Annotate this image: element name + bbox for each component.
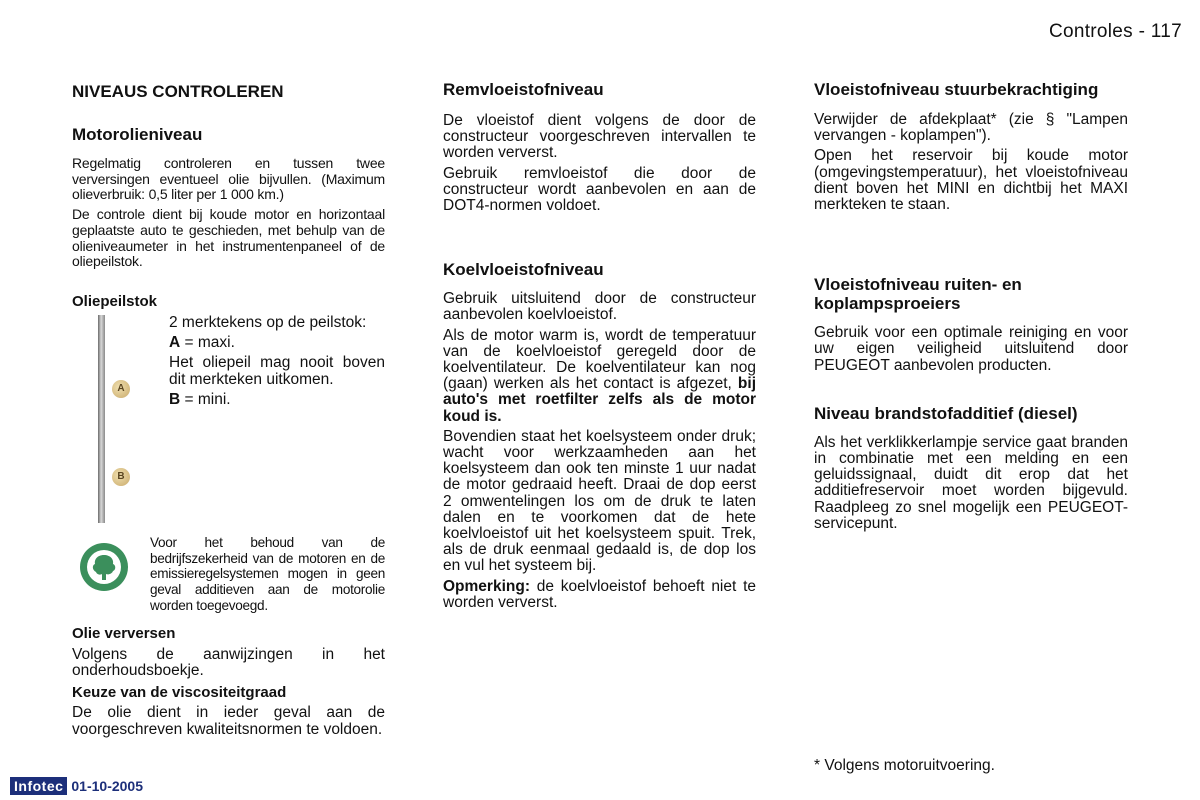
koelvloeistof-paragraph-2-text: Als de motor warm is, wordt de temperatuur van de koelvloeistof geregeld door de koelventilateur. De koelventilateur kan nog (gaan) werken als het contact is afgezet, [443,326,756,393]
koelvloeistof-paragraph-1: Gebruik uitsluitend door de constructeur aanbevolen koelvloeistof. [443,290,756,324]
remvloeistof-heading: Remvloeistofniveau [443,80,604,99]
page-number: 117 [1150,21,1182,42]
olie-verversen-text: Volgens de aanwijzingen in het onderhoudsboekje. [72,645,385,680]
motorolie-paragraph-2: De controle dient bij koude motor en horizontaal geplaatste auto te geschieden, met behulp van de olieniveaumeter in het instrumentenpaneel of de oliepeilstok. [72,206,385,270]
ruitensproeiers-text: Gebruik voor een optimale reiniging en voor uw eigen veiligheid uitsluitend door PEUGEOT aanbevolen producten. [814,324,1128,374]
column-1 [72,80,385,738]
koelvloeistof-paragraph-2 [443,328,756,425]
tree-icon [80,543,128,591]
viscositeit-heading: Keuze van de viscositeitgraad [72,684,287,702]
mark-a-note: Het oliepeil mag nooit boven dit merkteken uitkomen. [169,354,385,388]
dipstick-figure [72,315,385,535]
environment-note [72,535,385,615]
dipstick-description [169,315,385,408]
opmerking-paragraph [443,579,756,611]
motorolie-paragraph-1: Regelmatig controleren en tussen twee verversingen eventueel olie bijvullen. (Maximum olieverbruik: 0,5 liter per 1 000 km.) [72,155,385,203]
infotec-logo: Infotec [10,777,67,795]
oliepeilstok-heading: Oliepeilstok [72,292,158,310]
environment-text: Voor het behoud van de bedrijfszekerheid van de motoren en de emissieregelsystemen mogen in geen geval additieven aan de motorolie worden toegevoegd. [150,534,385,613]
olie-verversen-heading: Olie verversen [72,624,176,642]
mark-a-label: A [112,380,130,398]
mark-b-label: B [112,468,130,486]
stuurbekrachtiging-paragraph-2: Open het reservoir bij koude motor (omgevingstemperatuur), het vloeistofniveau dient boven het MINI en dichtbij het MAXI merkteken te staan. [814,147,1128,214]
header-separator: - [1138,21,1146,42]
stuurbekrachtiging-paragraph-1: Verwijder de afdekplaat* (zie § "Lampen vervangen - koplampen"). [814,111,1128,145]
footer [10,777,143,795]
remvloeistof-paragraph-2: Gebruik remvloeistof die door de constructeur wordt aanbevolen en aan de DOT4-normen voldoet. [443,164,756,215]
mark-a-letter: A [169,334,181,352]
column-2 [443,80,756,611]
page-title: NIVEAUS CONTROLEREN [72,82,284,101]
koelvloeistof-heading: Koelvloeistofniveau [443,260,604,280]
brandstofadditief-text: Als het verklikkerlampje service gaat branden in combinatie met een melding en een geluidssignaal, duidt dit erop dat het additiefreservoir moet worden bijgevuld. Raadpleeg zo snel mogelijk een PEUGEOT-servicepunt. [814,433,1128,532]
section-title: Controles [1048,21,1133,42]
column-3 [814,80,1128,532]
mark-a-definition [169,335,385,351]
footer-date: 01-10-2005 [71,778,144,794]
page-header [1049,21,1182,43]
viscositeit-text: De olie dient in ieder geval aan de voorgeschreven kwaliteitsnormen te voldoen. [72,704,385,738]
dipstick-illustration [98,315,105,523]
koelvloeistof-warning-bold: bij auto's met roetfilter zelfs als de motor koud is. [443,375,757,425]
remvloeistof-paragraph-1: De vloeistof dient volgens de door de constructeur voorgeschreven intervallen te worden ververst. [443,112,756,162]
brandstofadditief-heading: Niveau brandstofadditief (diesel) [814,403,1078,423]
mark-a-text: = maxi. [184,334,235,352]
opmerking-text: de koelvloeistof behoeft niet te worden ververst. [443,577,756,611]
mark-b-definition [169,392,385,408]
footnote: * Volgens motoruitvoering. [814,757,995,774]
stuurbekrachtiging-heading: Vloeistofniveau stuurbekrachtiging [814,80,1099,99]
opmerking-label: Opmerking: [443,577,530,595]
motorolie-heading: Motorolieniveau [72,125,203,144]
koelvloeistof-paragraph-3: Bovendien staat het koelsysteem onder druk; wacht voor werkzaamheden aan het koelsysteem dan ook ten minste 1 uur nadat de motor gedraaid heeft. Draai de dop eerst 2 omwentelingen los om de druk te laten dalen en te voorkomen dat de hete koelvloeistof uit het koelsysteem spuit. Trek, als de druk eenmaal gedaald is, de dop los en vul het systeem bij. [443,427,756,575]
mark-b-letter: B [169,390,181,408]
mark-b-text: = mini. [184,390,231,408]
ruitensproeiers-heading: Vloeistofniveau ruiten- en koplampsproeiers [814,275,1022,314]
dipstick-intro: 2 merktekens op de peilstok: [169,313,367,331]
